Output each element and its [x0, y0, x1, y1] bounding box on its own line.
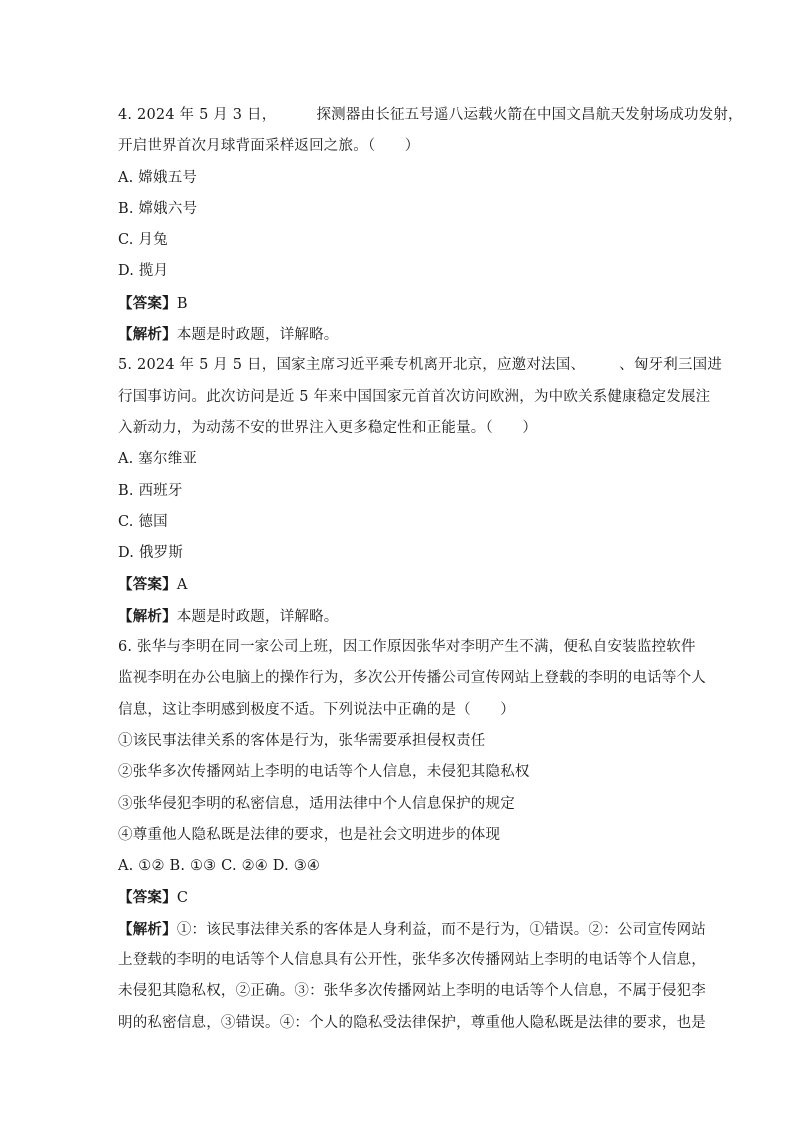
answer-label: 【答案】	[118, 576, 177, 594]
answer-value: B	[176, 295, 188, 312]
q6-analysis-line-3: 未侵犯其隐私权，②正确。③：张华多次传播网站上李明的电话等个人信息，不属于侵犯李	[118, 983, 706, 1000]
q5-stem-text: 、匈牙利三国进	[619, 357, 723, 374]
analysis-label: 【解析】	[118, 920, 177, 938]
q6-stem-line-2: 监视李明在办公电脑上的操作行为，多次公开传播公司宣传网站上登载的李明的电话等个人	[118, 670, 706, 687]
q5-option-b: B. 西班牙	[118, 482, 183, 499]
answer-label: 【答案】	[118, 889, 177, 907]
analysis-text: 本题是时政题，详解略。	[176, 327, 339, 344]
q4-option-a: A. 嫦娥五号	[118, 169, 198, 186]
q6-answer	[118, 882, 688, 913]
q6-statement-4: ④尊重他人隐私既是法律的要求，也是社会文明进步的体现	[118, 826, 501, 843]
q4-answer	[118, 288, 688, 319]
analysis-text: 本题是时政题，详解略。	[176, 608, 339, 625]
document-content	[118, 100, 743, 1039]
q6-analysis-line-1	[118, 914, 707, 945]
q5-stem-line-1	[118, 350, 723, 381]
analysis-label: 【解析】	[118, 607, 177, 625]
q4-option-d: D. 揽月	[118, 263, 169, 280]
q6-analysis-line-4: 明的私密信息，③错误。④：个人的隐私受法律保护，尊重他人隐私既是法律的要求，也是	[118, 1014, 706, 1031]
q4-stem-line-1	[118, 100, 743, 131]
q5-analysis	[118, 601, 688, 632]
q5-stem-line-3: 入新动力，为动荡不安的世界注入更多稳定性和正能量。（ ）	[118, 419, 538, 436]
q5-option-c: C. 德国	[118, 513, 168, 530]
q5-stem-text: 5. 2024 年 5 月 5 日，国家主席习近平乘专机离开北京，应邀对法国、	[118, 357, 586, 374]
answer-value: C	[176, 890, 189, 907]
q4-stem-text: 4. 2024 年 5 月 3 日，	[118, 107, 277, 123]
analysis-text: ①：该民事法律关系的客体是人身利益，而不是行为，①错误。②：公司宣传网站	[176, 921, 707, 938]
q6-stem-line-3: 信息，这让李明感到极度不适。下列说法中正确的是（ ）	[118, 701, 515, 718]
q4-stem-text: 探测器由长征五号遥八运载火箭在中国文昌航天发射场成功发射，	[316, 107, 743, 123]
q6-statement-1: ①该民事法律关系的客体是行为，张华需要承担侵权责任	[118, 732, 486, 749]
q4-option-c: C. 月兔	[118, 232, 168, 249]
q4-option-b: B. 嫦娥六号	[118, 200, 198, 217]
answer-value: A	[176, 577, 188, 594]
q6-analysis-line-2: 上登载的李明的电话等个人信息具有公开性，张华多次传播网站上李明的电话等个人信息，	[118, 952, 706, 969]
q6-choices: A. ①② B. ①③ C. ②④ D. ③④	[118, 858, 321, 875]
q6-stem-line-1: 6. 张华与李明在同一家公司上班，因工作原因张华对李明产生不满，便私自安装监控软件	[118, 639, 696, 656]
analysis-label: 【解析】	[118, 326, 177, 344]
q5-option-a: A. 塞尔维亚	[118, 451, 198, 468]
q5-option-d: D. 俄罗斯	[118, 545, 184, 562]
q5-stem-line-2: 行国事访问。此次访问是近 5 年来中国国家元首首次访问欧洲，为中欧关系健康稳定发展注	[118, 388, 711, 405]
q4-analysis	[118, 319, 688, 350]
q6-statement-2: ②张华多次传播网站上李明的电话等个人信息，未侵犯其隐私权	[118, 764, 530, 781]
q4-stem-line-2: 开启世界首次月球背面采样返回之旅。（ ）	[118, 138, 420, 155]
q6-statement-3: ③张华侵犯李明的私密信息，适用法律中个人信息保护的规定	[118, 795, 515, 812]
answer-label: 【答案】	[118, 294, 177, 312]
q5-answer	[118, 569, 688, 600]
